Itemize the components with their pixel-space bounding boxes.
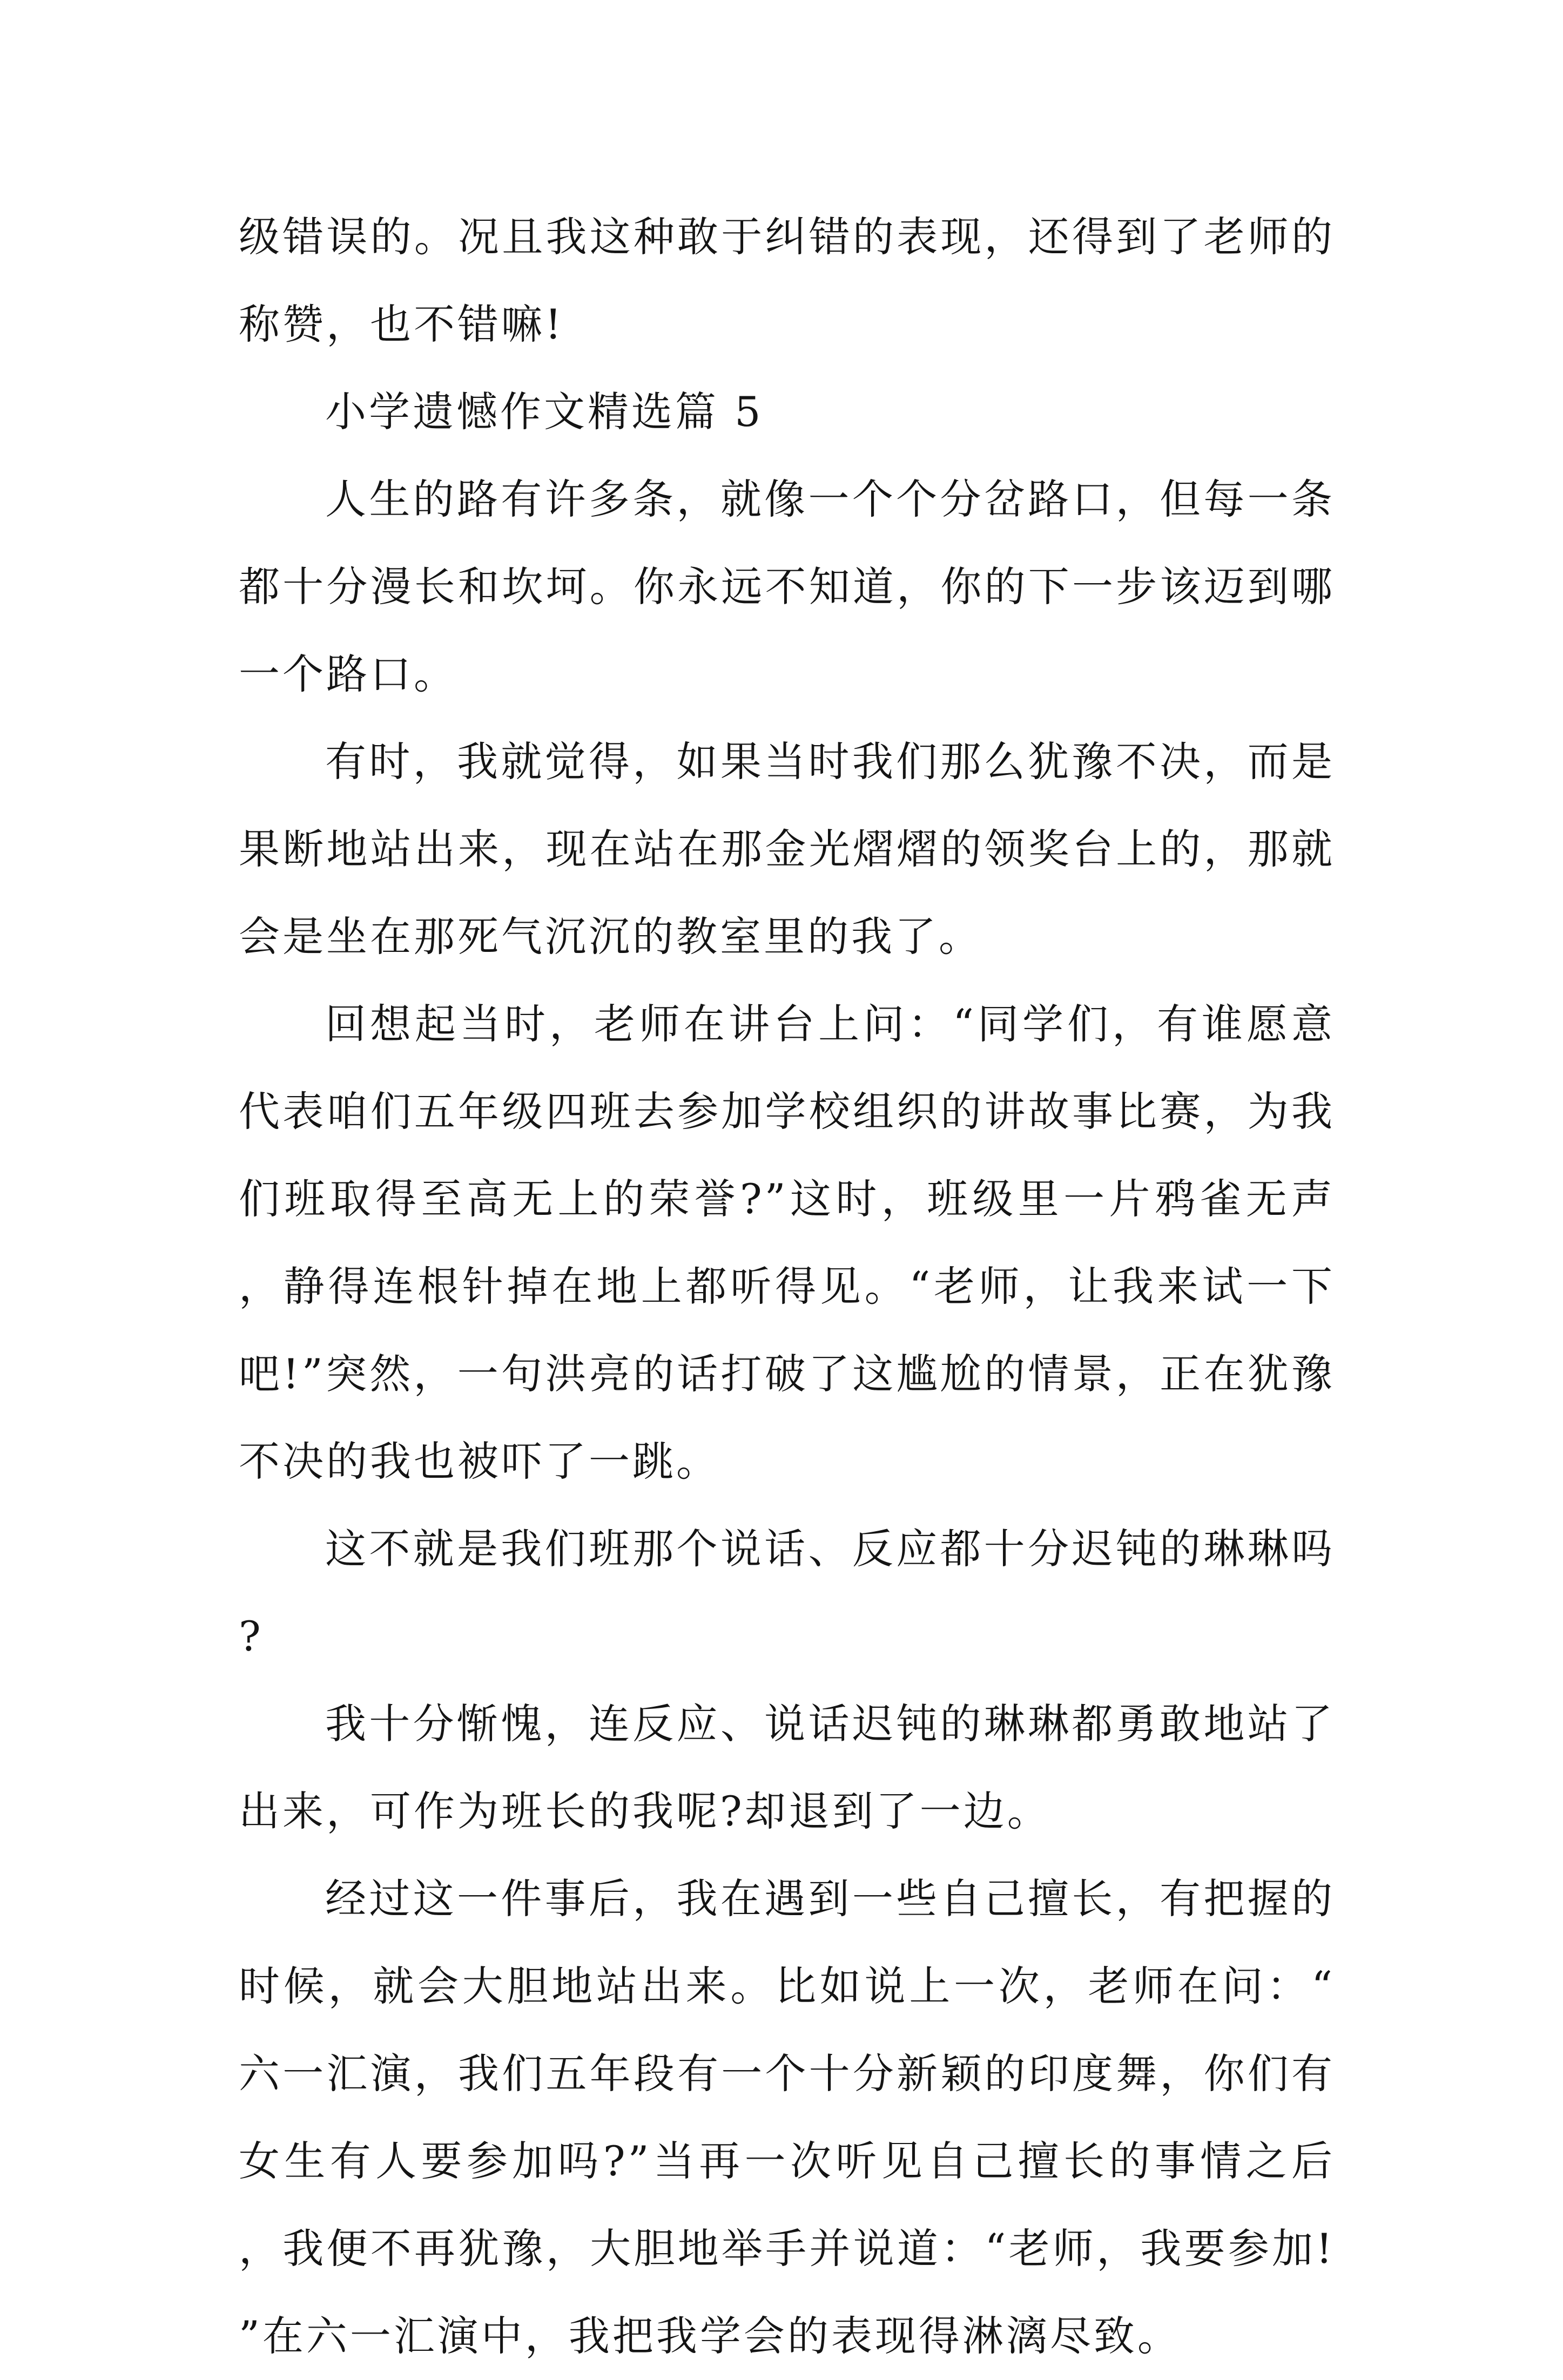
paragraph-continuation: 级错误的。况且我这种敢于纠错的表现，还得到了老师的称赞，也不错嘛! (239, 213, 1335, 348)
paragraph: 我十分惭愧，连反应、说话迟钝的琳琳都勇敢地站了出来，可作为班长的我呢?却退到了一边。 (239, 1700, 1335, 1835)
paragraph: 经过这一件事后，我在遇到一些自己擅长，有把握的时候，就会大胆地站出来。比如说上一次，老师在问：“六一汇演，我们五年段有一个十分新颖的印度舞，你们有女生有人要参加吗?”当再一次听见自己擅长的事情之后，我便不再犹豫，大胆地举手并说道：“老师，我要参加!”在六一汇演中，我把我学会的表现得淋漓尽致。 (239, 1875, 1335, 2360)
paragraph: 回想起当时，老师在讲台上问：“同学们，有谁愿意代表咱们五年级四班去参加学校组织的讲故事比赛，为我们班取得至高无上的荣誉?”这时，班级里一片鸦雀无声，静得连根针掉在地上都听得见。“老师，让我来试一下吧!”突然，一句洪亮的话打破了这尴尬的情景，正在犹豫不决的我也被吓了一跳。 (239, 1000, 1335, 1485)
paragraph: 这不就是我们班那个说话、反应都十分迟钝的琳琳吗? (239, 1525, 1335, 1660)
section-heading: 小学遗憾作文精选篇 5 (325, 388, 764, 436)
paragraph: 人生的路有许多条，就像一个个分岔路口，但每一条都十分漫长和坎坷。你永远不知道，你的下一步该迈到哪一个路口。 (239, 475, 1335, 698)
paragraph: 有时，我就觉得，如果当时我们那么犹豫不决，而是果断地站出来，现在站在那金光熠熠的领奖台上的，那就会是坐在那死气沉沉的教室里的我了。 (239, 738, 1335, 961)
article-body (239, 193, 1335, 2380)
